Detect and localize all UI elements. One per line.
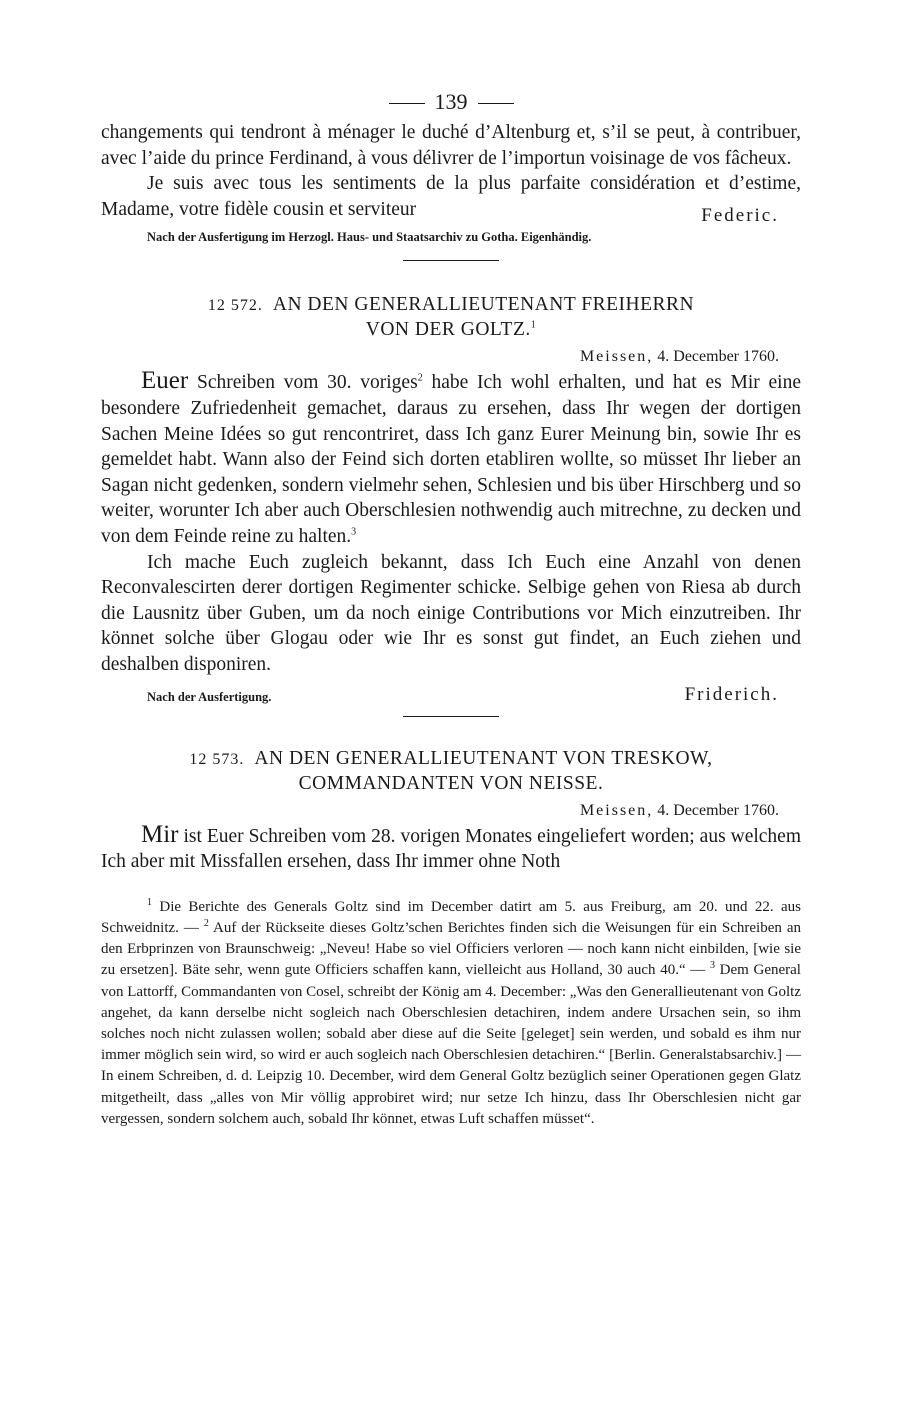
footnote-ref-2: 2 xyxy=(417,372,423,384)
source-signature-12572 xyxy=(101,684,801,710)
source-note-gotha: Nach der Ausfertigung im Herzogl. Haus- und Staatsarchiv zu Gotha. Eigenhändig. xyxy=(147,230,592,245)
footnote-text-3: Dem General von Lattorff, Commandanten von Cosel, schreibt der König am 4. December: „Was den Generallieutenant von Goltz angehet, da kann derselbe nicht sogleich nach Oberschlesien detachiren, indem andere Ursachen sein, so ihm solches noch nicht zulassen wollen; sobald aber diese auf die Seite [geleget] sein werden, und sobald es ihm nur immer möglich sein wird, so wird er auch sogleich nach Oberschlesien detachiren.“ [Berlin. Generalstabsarchiv.] — In einem Schreiben, d. d. Leipzig 10. December, wird dem General Goltz bezüglich seiner Operationen gegen Glatz mitgetheilt, dass „alles von Mir völlig approbiret wird; nur setze Ich hinzu, dass Ihr Oberschlesien nicht gar vergessen, sondern solchem auch, sobald Ihr könnet, etwas Luft schaffen müsset“. xyxy=(101,962,801,1127)
closing-text: Je suis avec tous les sentiments de la plus parfaite considération et d’estime, Madame, votre fidèle cousin et serviteur xyxy=(101,173,801,220)
heading-line-2: COMMANDANTEN VON NEISSE. xyxy=(298,772,604,794)
date: 4. December 1760. xyxy=(657,348,779,366)
footnote-text-2: Auf der Rückseite dieses Goltz’schen Berichtes finden sich die Weisungen für ein Schreiben an den Erbprinzen von Braunschweig: „Neveu! Habe so viel Officiers verloren — noch kann nicht einbilden, [wie sie zu ersetzen]. Bäte sehr, wenn gute Officiers schaffen kann, vielleicht aus Holland, 30 auch 40.“ — xyxy=(101,919,801,979)
heading-line-2: VON DER GOLTZ. xyxy=(365,319,531,341)
document-page xyxy=(101,88,801,1130)
source-note: Nach der Ausfertigung. xyxy=(147,689,272,704)
letter-12573-paragraph-1 xyxy=(101,822,801,875)
letter-number: 12 572. xyxy=(207,297,263,315)
page-header xyxy=(101,88,801,116)
footnote-mark-1: 1 xyxy=(147,896,152,908)
letter-12572-paragraph-2: Ich mache Euch zugleich bekannt, dass Ich Euch eine Anzahl von denen Reconvalescirten derer dortigen Regimenter schicke. Selbige gehen von Riesa ab durch die Lausnitz über Guben, um da noch einige Contributions vor Mich einzutreiben. Ihr könnet solche über Glogau oder wie Ihr es sonst gut findet, an Euch ziehen und deshalben disponiren. xyxy=(101,551,801,675)
initial-word: Euer xyxy=(141,367,189,395)
paragraph-closing xyxy=(101,171,801,226)
letter-number: 12 573. xyxy=(189,750,245,768)
text-run: habe Ich wohl erhalten, und hat es Mir eine besondere Zufriedenheit gemachet, daraus zu ersehen, dass Ihr wegen der dortigen Sachen Meine Idées so gut rencontriret, dass Ich ganz Eurer Meinung bin, sowie Ihr es gemeldet habt. Wann also der Feind sich dorten etabliren wollte, so müsset Ihr lieber an Sagan nicht gedenken, sondern vielmehr sehen, Schlesien und bis über Hirschberg und so weiter, worunter Ich aber auch Oberschlesien nothwendig auch mitrechne, zu decken und von dem Feinde reine zu halten. xyxy=(101,372,801,547)
header-dash-left xyxy=(389,103,425,104)
footnote-mark-3: 3 xyxy=(709,960,715,972)
signature-federic: Federic. xyxy=(701,204,779,226)
heading-line-1: AN DEN GENERALLIEUTENANT VON TRESKOW, xyxy=(254,747,713,769)
place: Meissen, xyxy=(579,348,654,366)
initial-word: Mir xyxy=(141,820,179,848)
place: Meissen, xyxy=(579,801,654,819)
paragraph-continuation: changements qui tendront à ménager le duché d’Altenburg et, s’il se peut, à contribuer, avec l’aide du prince Ferdinand, à vous délivrer de l’importun voisinage de vos fâcheux. xyxy=(101,122,801,169)
heading-line-1: AN DEN GENERALLIEUTENANT FREIHERRN xyxy=(272,294,695,316)
footnotes xyxy=(101,897,801,1130)
text-run: ist Euer Schreiben vom 28. vorigen Monates eingeliefert worden; aus welchem Ich aber mit Missfallen ersehen, dass Ihr immer ohne Noth xyxy=(101,825,801,873)
letter-12572-paragraph-1 xyxy=(101,368,801,549)
footnote-mark-2: 2 xyxy=(203,917,209,929)
place-date-12573 xyxy=(101,800,801,822)
footnote-ref-3: 3 xyxy=(351,526,357,538)
signature-friderich: Friderich. xyxy=(684,683,779,705)
page-number: 139 xyxy=(434,89,468,114)
letter-heading-12572 xyxy=(101,293,801,342)
footnote-block xyxy=(101,897,801,1130)
letter-heading-12573 xyxy=(101,747,801,796)
header-dash-right xyxy=(478,103,514,104)
footnote-text-1: Die Berichte des Generals Goltz sind im December datirt am 5. aus Freiburg, am 20. und 22. aus Schweidnitz. — xyxy=(101,898,801,936)
place-date-12572 xyxy=(101,346,801,368)
text-run: Schreiben vom 30. voriges xyxy=(188,372,418,394)
section-divider-1 xyxy=(403,260,499,261)
section-divider-2 xyxy=(403,716,499,717)
date: 4. December 1760. xyxy=(657,801,779,819)
footnote-ref-1: 1 xyxy=(530,319,537,331)
